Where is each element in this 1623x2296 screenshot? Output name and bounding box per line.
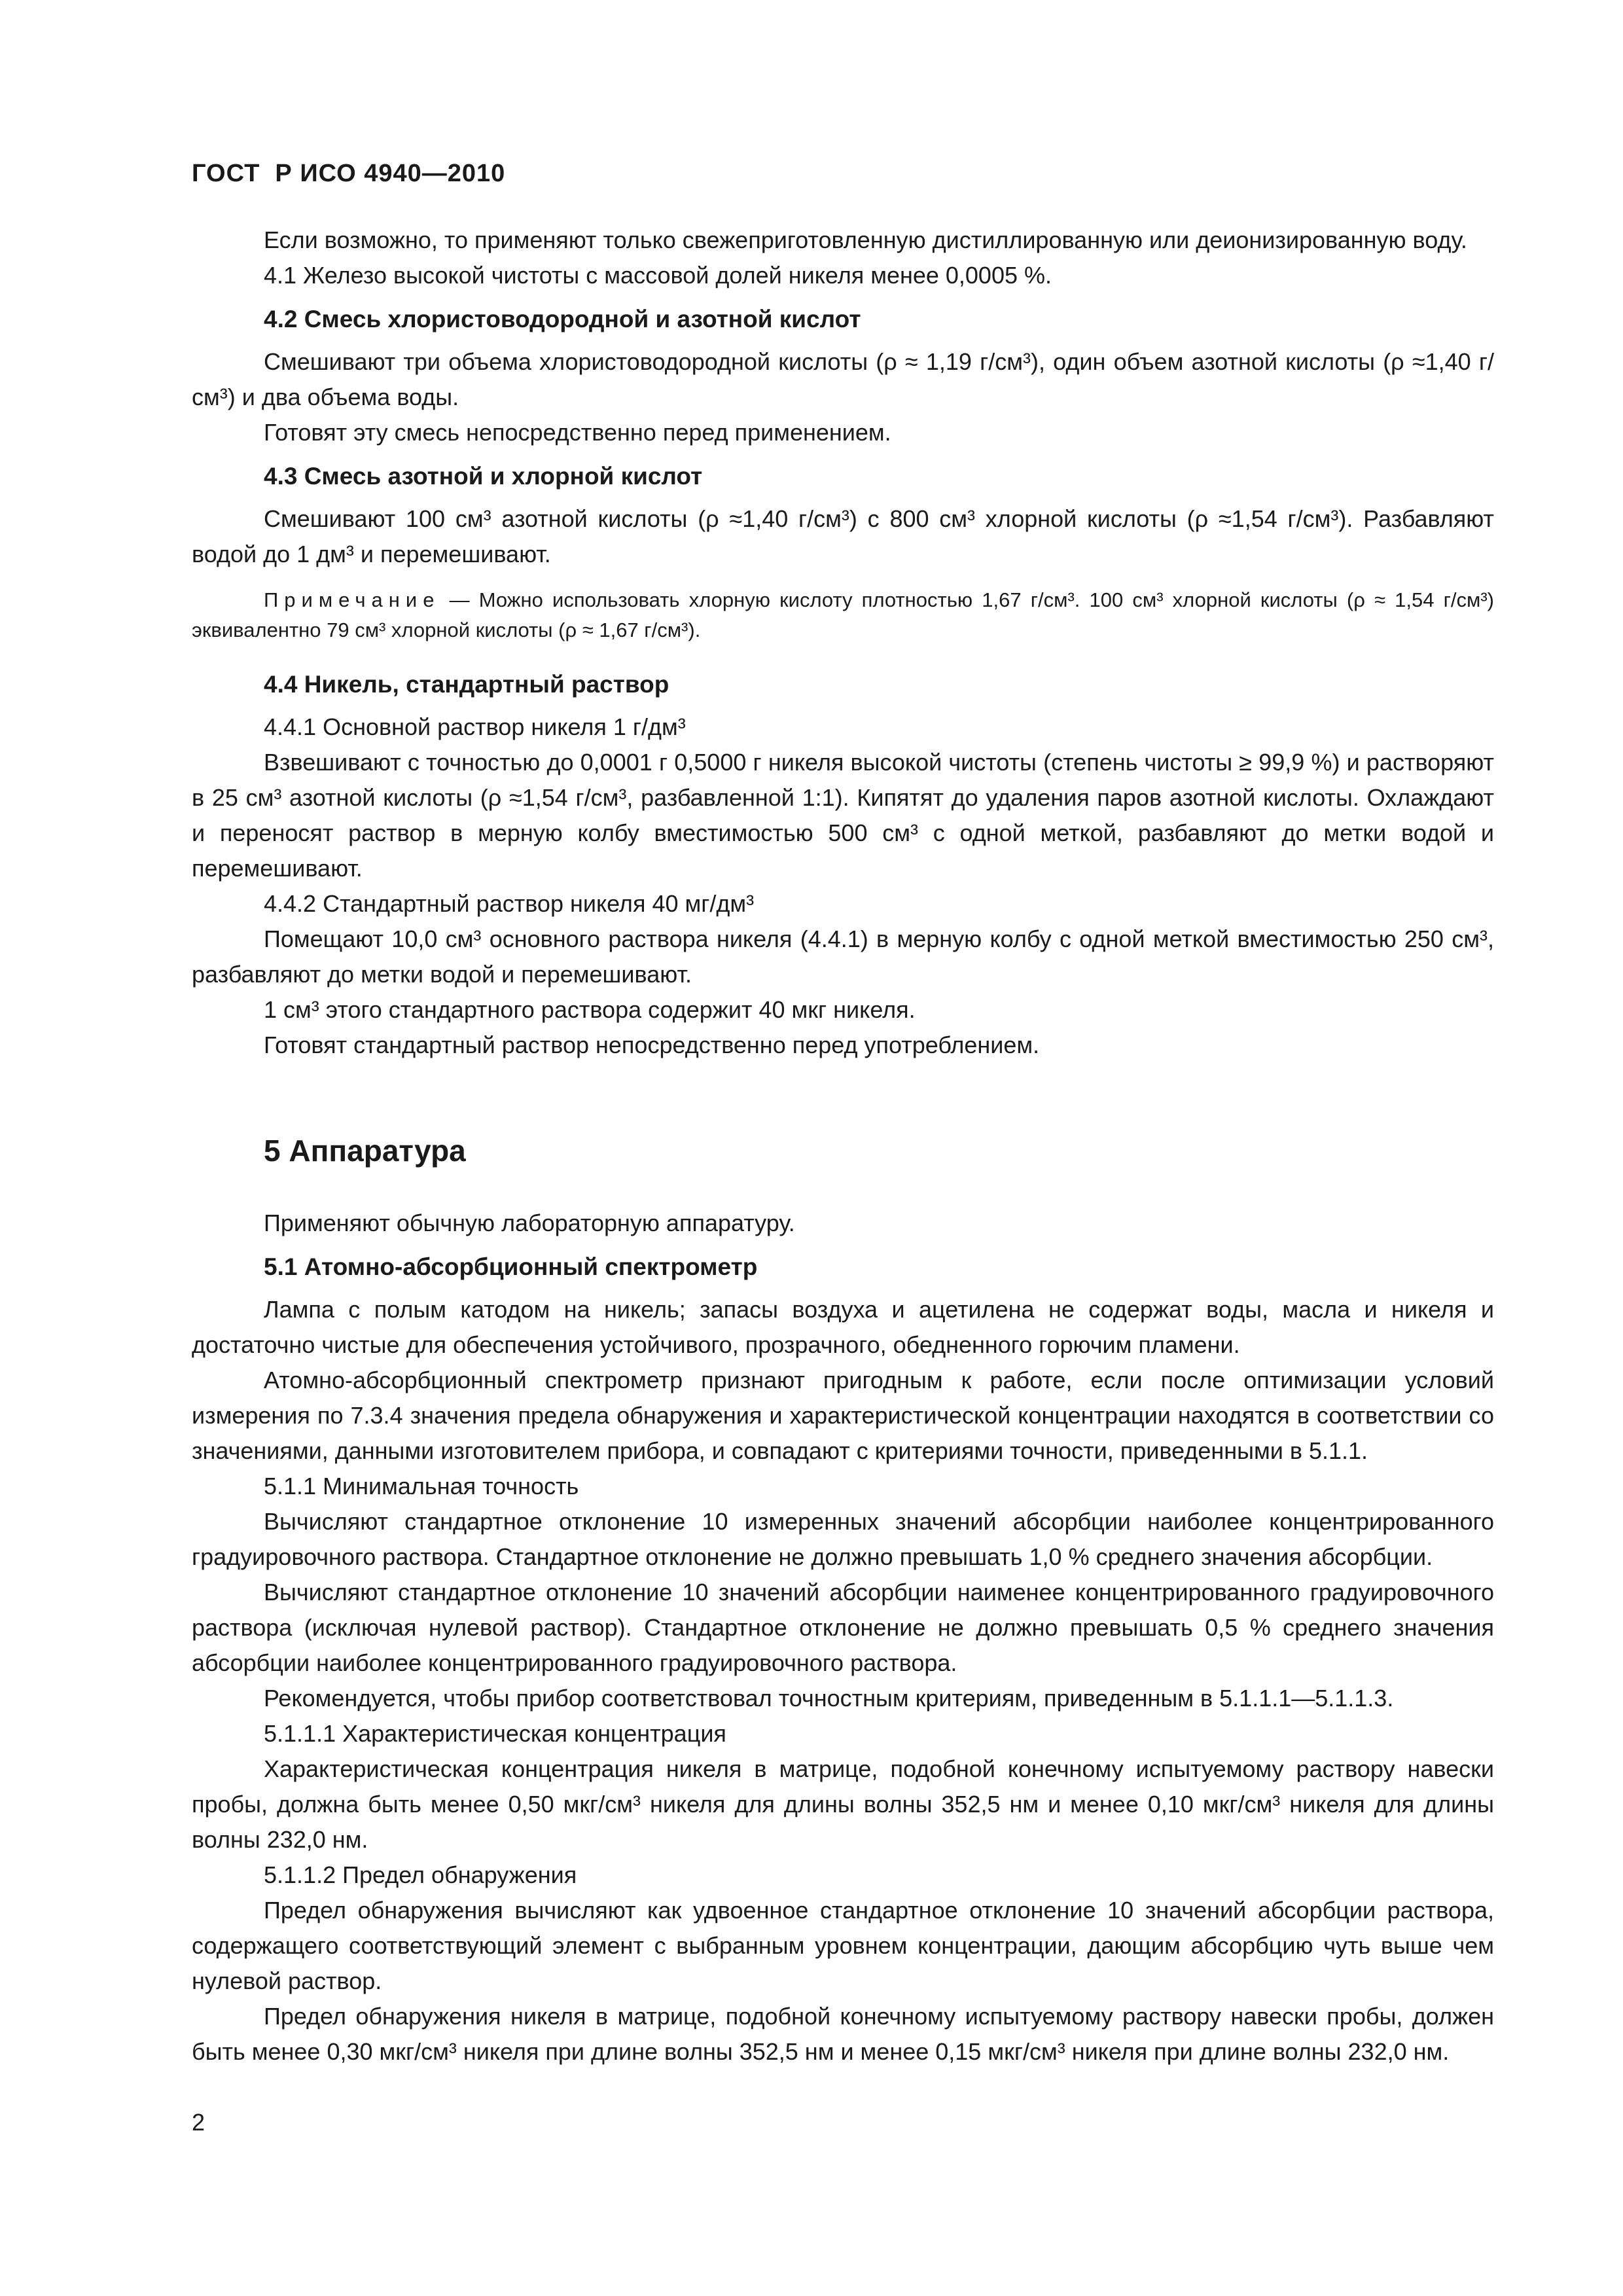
section-5-1-text-2: Атомно-абсорбционный спектрометр признают пригодным к работе, если после оптимизации условий измерения по 7.3.4 значения предела обнаружения и характеристической концентрации находятся в соответствии со значениями, данными изготовителем прибора, и совпадают с критериями точности, приведенными в 5.1.1. [192, 1367, 1494, 1464]
section-5-1-text: Лампа с полым катодом на никель; запасы воздуха и ацетилена не содержат воды, масла и никеля и достаточно чистые для обеспечения устойчивого, прозрачного, обедненного горючим пламени. [192, 1296, 1494, 1358]
section-5-intro: Применяют обычную лабораторную аппаратуру. [264, 1210, 795, 1236]
section-5-1-heading: 5.1 Атомно-абсорбционный спектрометр [264, 1253, 758, 1280]
section-4-1: 4.1 Железо высокой чистоты с массовой долей никеля менее 0,0005 %. [264, 262, 1052, 289]
section-5-1-1-text: Вычисляют стандартное отклонение 10 измеренных значений абсорбции наиболее концентрированного градуировочного раствора. Стандартное отклонение не должно превышать 1,0 % среднего значения абсорбции. [192, 1508, 1494, 1570]
section-4-4-2-title: 4.4.2 Стандартный раствор никеля 40 мг/дм³ [264, 890, 755, 917]
section-5-1-1-1-title: 5.1.1.1 Характеристическая концентрация [264, 1720, 726, 1747]
note-text: — Можно использовать хлорную кислоту плотностью 1,67 г/см³. 100 см³ хлорной кислоты (ρ ≈ 1,54 г/см³) эквивалентно 79 см³ хлорной кислоты (ρ ≈ 1,67 г/см³). [192, 588, 1494, 641]
section-4-4-1-text: Взвешивают с точностью до 0,0001 г 0,5000 г никеля высокой чистоты (степень чистоты ≥ 99,9 %) и растворяют в 25 см³ азотной кислоты (ρ ≈1,54 г/см³, разбавленной 1:1). Кипятят до удаления паров азотной кислоты. Охлаждают и переносят раствор в мерную колбу вместимостью 500 см³ с одной меткой, разбавляют до метки водой и перемешивают. [192, 749, 1494, 882]
note-label: Примечание [264, 588, 440, 611]
standard-code-header: ГОСТ Р ИСО 4940—2010 [192, 160, 506, 187]
section-5-1-1-2-text: Предел обнаружения вычисляют как удвоенное стандартное отклонение 10 значений абсорбции раствора, содержащего соответствующий элемент с выбранным уровнем концентрации, дающим абсорбцию чуть выше чем нулевой раствор. [192, 1897, 1494, 1994]
section-5-1-1-text-3: Рекомендуется, чтобы прибор соответствовал точностным критериям, приведенным в 5.1.1.1—5.1.1.3. [264, 1685, 1394, 1712]
water-paragraph: Если возможно, то применяют только свежеприготовленную дистиллированную или деионизированную воду. [264, 226, 1467, 253]
section-5-1-1-text-2: Вычисляют стандартное отклонение 10 значений абсорбции наименее концентрированного градуировочного раствора (исключая нулевой раствор). Стандартное отклонение не должно превышать 0,5 % среднего значения абсорбции наиболее концентрированного градуировочного раствора. [192, 1579, 1494, 1676]
section-4-4-2-text-2: 1 см³ этого стандартного раствора содержит 40 мкг никеля. [264, 996, 916, 1023]
section-4-4-1-title: 4.4.1 Основной раствор никеля 1 г/дм³ [264, 713, 686, 740]
section-5-1-1-2-text-2: Предел обнаружения никеля в матрице, подобной конечному испытуемому раствору навески пробы, должен быть менее 0,30 мкг/см³ никеля при длине волны 352,5 нм и менее 0,15 мкг/см³ никеля при длине волны 232,0 нм. [192, 2003, 1494, 2065]
section-4-2-text-2: Готовят эту смесь непосредственно перед применением. [264, 419, 891, 446]
section-4-4-heading: 4.4 Никель, стандартный раствор [264, 671, 669, 698]
section-5-heading: 5 Аппаратура [264, 1134, 466, 1168]
page-number: 2 [192, 2109, 205, 2136]
section-5-1-1-title: 5.1.1 Минимальная точность [264, 1473, 579, 1499]
section-4-3-heading: 4.3 Смесь азотной и хлорной кислот [264, 463, 703, 490]
page-content [192, 223, 1494, 2070]
section-4-2-heading: 4.2 Смесь хлористоводородной и азотной кислот [264, 306, 861, 332]
section-5-1-1-1-text: Характеристическая концентрация никеля в матрице, подобной конечному испытуемому раствору навески пробы, должна быть менее 0,50 мкг/см³ никеля для длины волны 352,5 нм и менее 0,10 мкг/см³ никеля для длины волны 232,0 нм. [192, 1755, 1494, 1853]
section-4-4-2-text-3: Готовят стандартный раствор непосредственно перед употреблением. [264, 1031, 1040, 1058]
note [192, 585, 1494, 645]
section-4-4-2-text: Помещают 10,0 см³ основного раствора никеля (4.4.1) в мерную колбу с одной меткой вместимостью 250 см³, разбавляют до метки водой и перемешивают. [192, 925, 1494, 988]
section-5-1-1-2-title: 5.1.1.2 Предел обнаружения [264, 1861, 577, 1888]
section-4-3-text: Смешивают 100 см³ азотной кислоты (ρ ≈1,40 г/см³) с 800 см³ хлорной кислоты (ρ ≈1,54 г/см³). Разбавляют водой до 1 дм³ и перемешивают. [192, 505, 1494, 567]
section-4-2-text: Смешивают три объема хлористоводородной кислоты (ρ ≈ 1,19 г/см³), один объем азотной кислоты (ρ ≈1,40 г/см³) и два объема воды. [192, 348, 1494, 410]
